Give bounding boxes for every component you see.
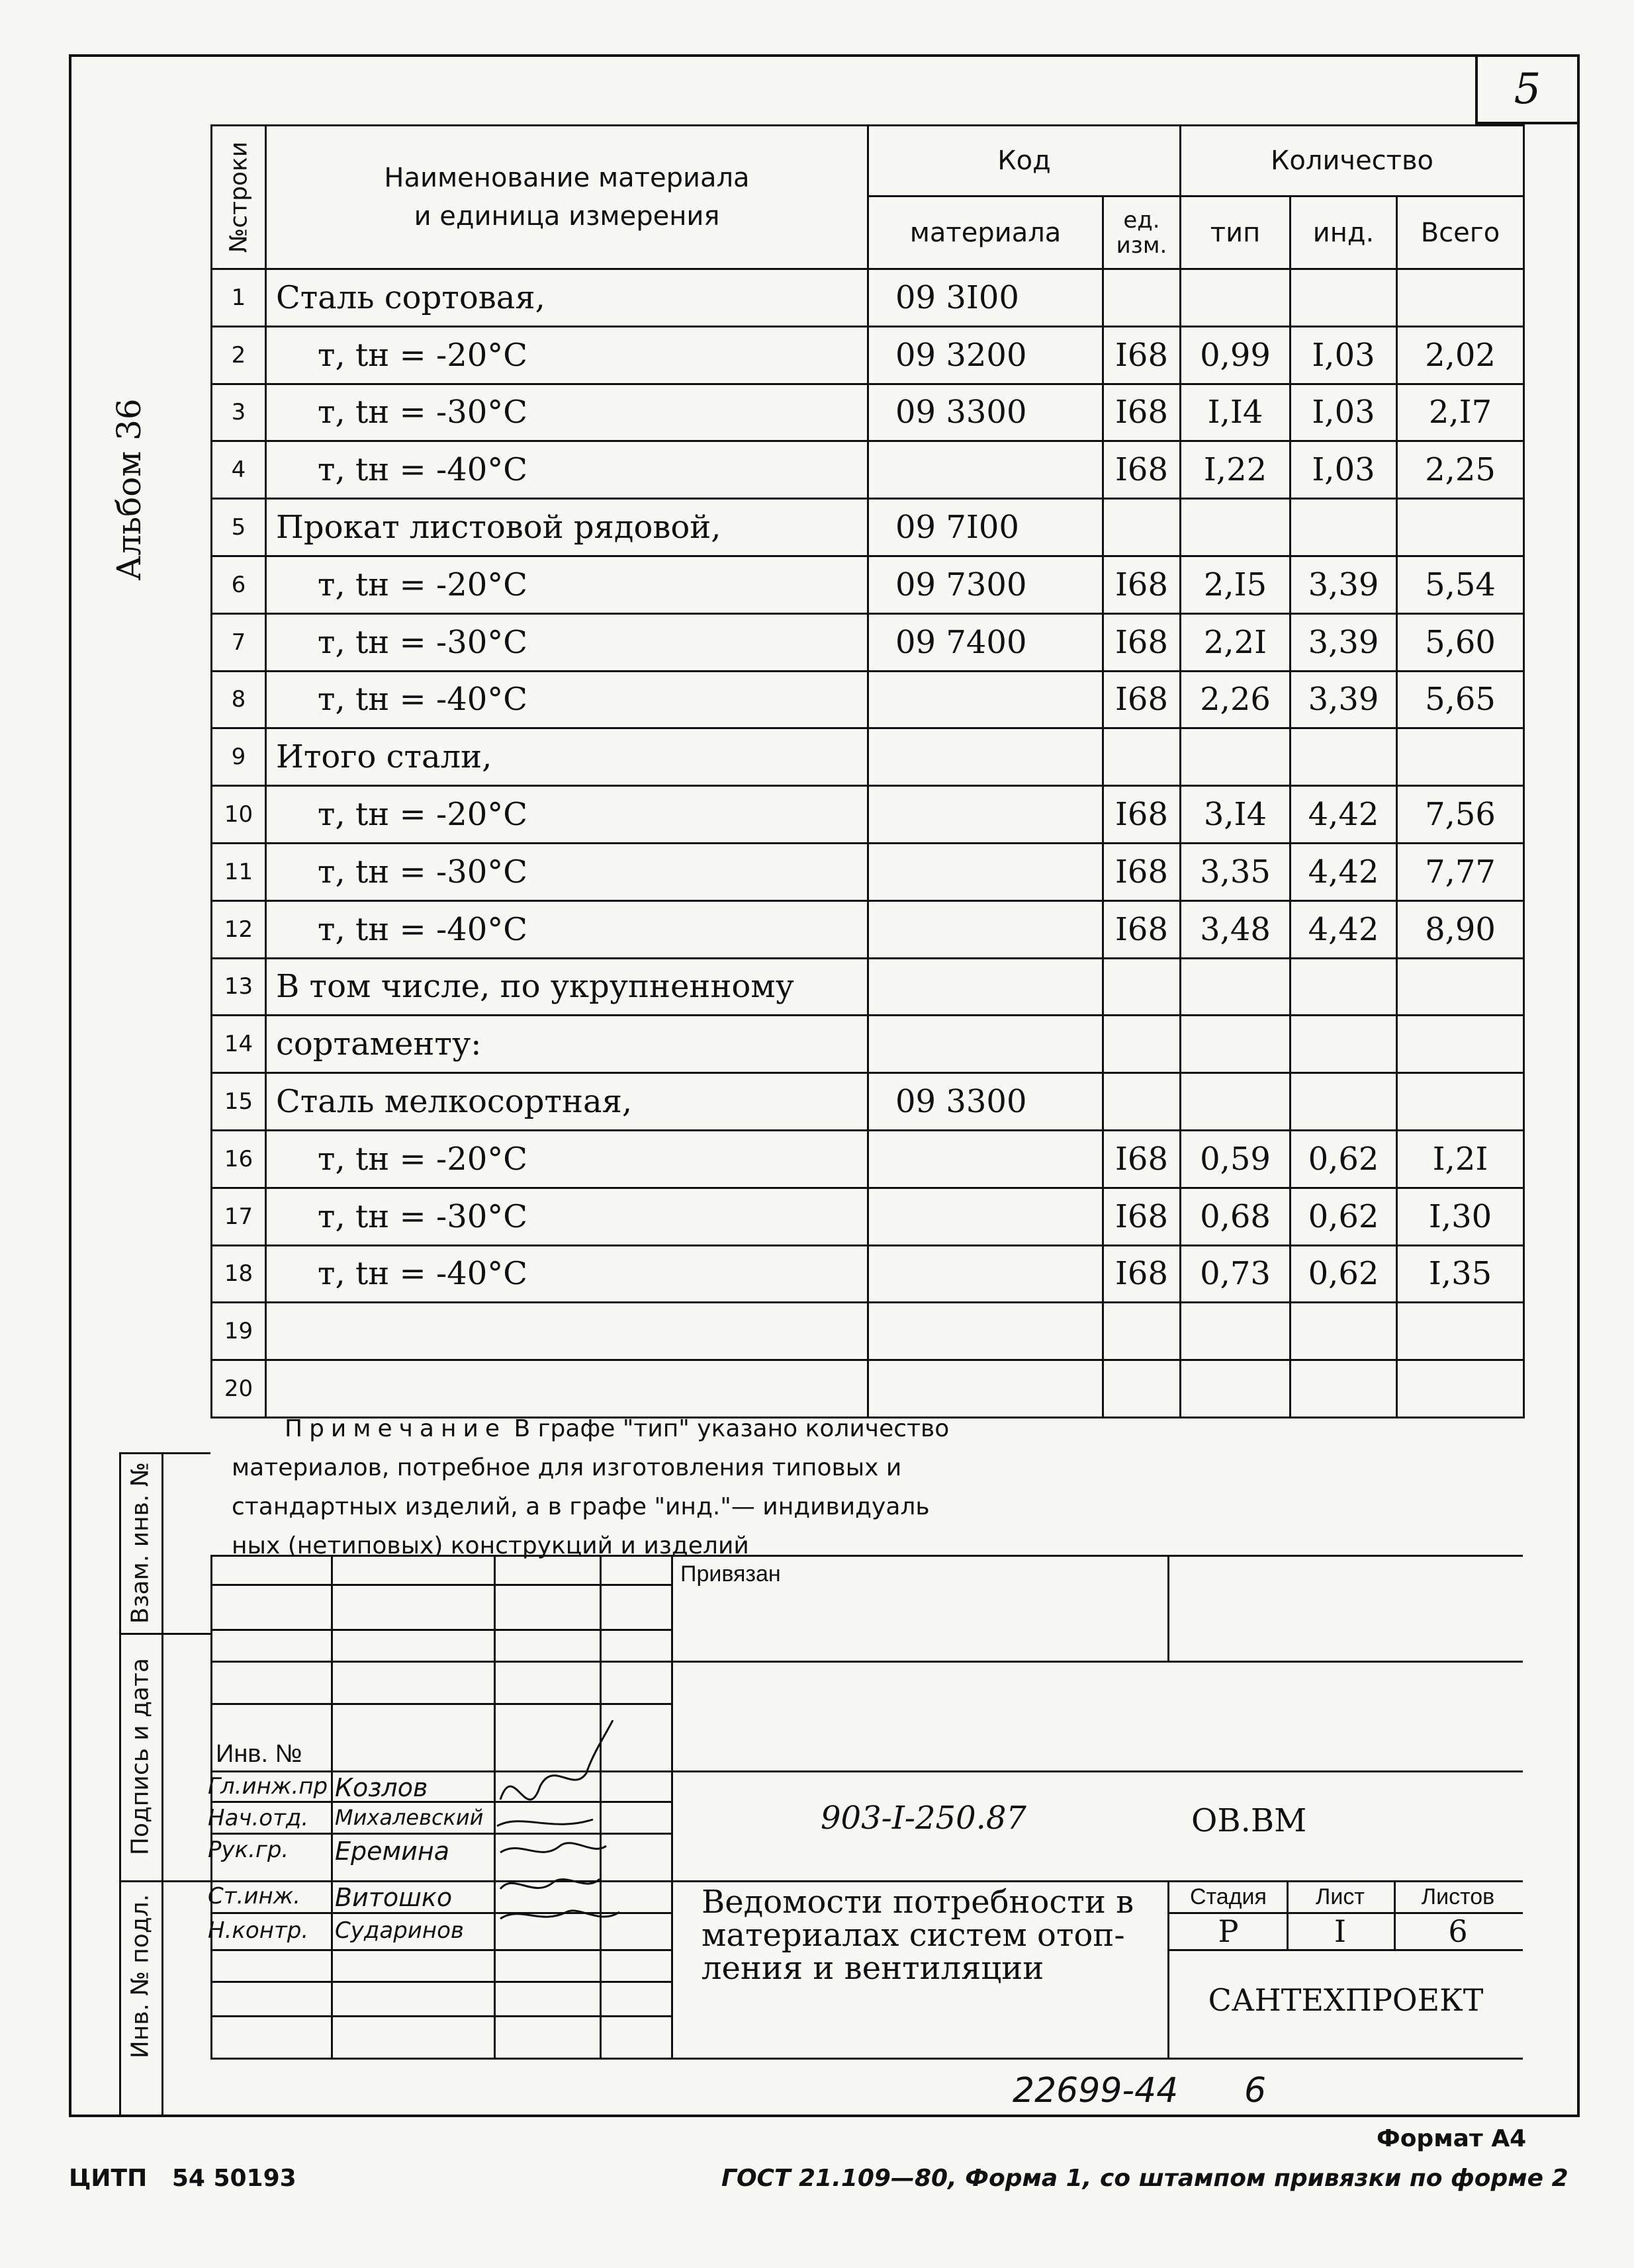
qty-ind: 0,62 [1291, 1245, 1397, 1303]
material-name: Прокат листовой рядовой, [266, 499, 868, 556]
note-title: Примечание [285, 1415, 507, 1442]
table-row [212, 441, 1524, 499]
table-row [212, 843, 1524, 900]
note-line4: ных (нетиповых) конструкций и изделий [232, 1532, 749, 1559]
stamp-sheets: 6 [1448, 1913, 1468, 1949]
material-code: 09 7I00 [868, 499, 1103, 556]
qty-type: 0,68 [1181, 1188, 1291, 1245]
qty-total [1397, 1073, 1524, 1131]
qty-ind: 4,42 [1291, 843, 1397, 900]
stamp-stage: Р [1218, 1913, 1239, 1949]
qty-total: I,30 [1397, 1188, 1524, 1245]
material-name: т, tн = -40°C [266, 671, 868, 728]
ref-number: 22699-44 [1013, 2071, 1179, 2111]
qty-ind: I,03 [1291, 441, 1397, 499]
qty-ind: 4,42 [1291, 900, 1397, 958]
row-number: 20 [212, 1360, 266, 1418]
qty-type [1181, 1303, 1291, 1360]
unit-code [1103, 958, 1181, 1016]
qty-type [1181, 499, 1291, 556]
qty-type: 0,73 [1181, 1245, 1291, 1303]
qty-type: 0,59 [1181, 1130, 1291, 1188]
footer-left: ЦИТП 54 50193 [69, 2165, 296, 2192]
qty-type [1181, 1073, 1291, 1131]
qty-total: 7,56 [1397, 786, 1524, 844]
unit-code: I68 [1103, 671, 1181, 728]
material-code: 09 7400 [868, 613, 1103, 671]
row-number: 7 [212, 613, 266, 671]
footer-right: ГОСТ 21.109—80, Форма 1, со штампом привязки по форме 2 [721, 2165, 1568, 2192]
stamp-title: Ведомости потребности в материалах систем отоп- ления и вентиляции [702, 1884, 1134, 1987]
table-row [212, 671, 1524, 728]
unit-code: I68 [1103, 843, 1181, 900]
stamp-line [1167, 1555, 1169, 1661]
qty-ind [1291, 269, 1397, 327]
table-row [212, 786, 1524, 844]
person-role: Гл.инж.пр [208, 1773, 328, 1800]
material-code [868, 843, 1103, 900]
row-number: 11 [212, 843, 266, 900]
qty-ind: 3,39 [1291, 613, 1397, 671]
stamp-line [210, 2058, 1523, 2060]
stamp-inv-no: Инв. № [216, 1740, 302, 1768]
row-number: 4 [212, 441, 266, 499]
row-number: 1 [212, 269, 266, 327]
stamp-stage-label: Стадия [1190, 1884, 1267, 1909]
material-code [868, 671, 1103, 728]
qty-type [1181, 1016, 1291, 1073]
material-name: сортаменту: [266, 1016, 868, 1073]
row-number: 14 [212, 1016, 266, 1073]
stamp-sheet-label: Лист [1316, 1884, 1365, 1909]
table-row [212, 1303, 1524, 1360]
qty-total: 5,54 [1397, 556, 1524, 613]
qty-ind: I,03 [1291, 384, 1397, 441]
unit-code: I68 [1103, 900, 1181, 958]
material-code [868, 1016, 1103, 1073]
row-number: 18 [212, 1245, 266, 1303]
stamp-line [210, 2015, 671, 2017]
margin-inv-podl: Инв. № подл. [126, 1894, 154, 2059]
qty-ind [1291, 1073, 1397, 1131]
unit-code: I68 [1103, 613, 1181, 671]
person-name: Витошко [335, 1883, 453, 1912]
qty-type [1181, 269, 1291, 327]
stamp-line [210, 1661, 1523, 1663]
material-code: 09 3I00 [868, 269, 1103, 327]
material-name: т, tн = -20°C [266, 326, 868, 384]
stamp-sheet: I [1334, 1913, 1347, 1949]
row-number: 15 [212, 1073, 266, 1131]
stamp-line [210, 1770, 1523, 1772]
qty-total [1397, 728, 1524, 786]
note-line3: стандартных изделий, а в графе "инд."— индивидуаль [232, 1493, 930, 1520]
material-name: т, tн = -30°C [266, 613, 868, 671]
table-row [212, 1188, 1524, 1245]
table-row [212, 1073, 1524, 1131]
qty-ind [1291, 1303, 1397, 1360]
qty-total [1397, 1016, 1524, 1073]
person-role: Рук.гр. [208, 1837, 289, 1863]
qty-ind [1291, 499, 1397, 556]
unit-code [1103, 1016, 1181, 1073]
material-name: т, tн = -20°C [266, 1130, 868, 1188]
unit-code: I68 [1103, 556, 1181, 613]
stamp-line [210, 1555, 1523, 1557]
qty-total: I,2I [1397, 1130, 1524, 1188]
unit-code: I68 [1103, 326, 1181, 384]
material-name: Итого стали, [266, 728, 868, 786]
unit-code [1103, 728, 1181, 786]
qty-total: 8,90 [1397, 900, 1524, 958]
qty-type [1181, 958, 1291, 1016]
row-number: 6 [212, 556, 266, 613]
header-row-number: №строки [212, 126, 266, 269]
qty-total: I,35 [1397, 1245, 1524, 1303]
qty-ind: 3,39 [1291, 671, 1397, 728]
header-quantity: Количество [1181, 126, 1524, 196]
row-number: 9 [212, 728, 266, 786]
stamp-line [210, 1629, 671, 1631]
material-name: т, tн = -30°C [266, 384, 868, 441]
qty-total [1397, 499, 1524, 556]
header-code: Код [868, 126, 1181, 196]
table-row [212, 1016, 1524, 1073]
stamp-line [210, 1981, 671, 1983]
unit-code: I68 [1103, 384, 1181, 441]
qty-total: 2,I7 [1397, 384, 1524, 441]
note [232, 1409, 1542, 1565]
material-name: Сталь мелкосортная, [266, 1073, 868, 1131]
stamp-line [1167, 1949, 1523, 1951]
qty-ind: I,03 [1291, 326, 1397, 384]
material-name [266, 1303, 868, 1360]
row-number: 10 [212, 786, 266, 844]
person-role: Н.контр. [208, 1917, 309, 1944]
stamp-privyazan: Привязан [680, 1561, 781, 1587]
row-number: 12 [212, 900, 266, 958]
unit-code [1103, 499, 1181, 556]
materials-table-body [212, 269, 1524, 1418]
unit-code: I68 [1103, 1130, 1181, 1188]
person-name: Еремина [335, 1837, 450, 1866]
format-label: Формат А4 [1377, 2125, 1527, 2152]
qty-ind: 4,42 [1291, 786, 1397, 844]
handwritten-signatures [494, 1720, 626, 1958]
qty-total: 5,65 [1397, 671, 1524, 728]
row-number: 5 [212, 499, 266, 556]
row-number: 8 [212, 671, 266, 728]
material-code: 09 3200 [868, 326, 1103, 384]
header-code-unit: ед. изм. [1103, 196, 1181, 269]
header-qty-type: тип [1181, 196, 1291, 269]
material-name: т, tн = -30°C [266, 1188, 868, 1245]
qty-total [1397, 1303, 1524, 1360]
material-code: 09 7300 [868, 556, 1103, 613]
qty-total [1397, 269, 1524, 327]
header-name: Наименование материала и единица измерения [266, 126, 868, 269]
table-row [212, 1130, 1524, 1188]
material-name: В том числе, по укрупненному [266, 958, 868, 1016]
row-number: 2 [212, 326, 266, 384]
qty-ind [1291, 958, 1397, 1016]
row-number: 13 [212, 958, 266, 1016]
qty-type: 3,48 [1181, 900, 1291, 958]
person-name: Сударинов [335, 1917, 464, 1944]
qty-total [1397, 958, 1524, 1016]
qty-type [1181, 728, 1291, 786]
ref-copy: 6 [1244, 2071, 1267, 2111]
material-code [868, 786, 1103, 844]
material-code: 09 3300 [868, 384, 1103, 441]
material-code [868, 1245, 1103, 1303]
material-code [868, 1130, 1103, 1188]
qty-type: I,I4 [1181, 384, 1291, 441]
qty-total: 2,25 [1397, 441, 1524, 499]
unit-code: I68 [1103, 441, 1181, 499]
qty-ind [1291, 728, 1397, 786]
material-name: т, tн = -30°C [266, 843, 868, 900]
qty-ind [1291, 1016, 1397, 1073]
unit-code: I68 [1103, 1188, 1181, 1245]
stamp-line [210, 1584, 671, 1586]
unit-code: I68 [1103, 786, 1181, 844]
unit-code: I68 [1103, 1245, 1181, 1303]
table-row [212, 728, 1524, 786]
table-row [212, 556, 1524, 613]
unit-code [1103, 1303, 1181, 1360]
material-name: т, tн = -40°C [266, 1245, 868, 1303]
material-name: т, tн = -20°C [266, 556, 868, 613]
person-role: Ст.инж. [208, 1883, 301, 1909]
qty-ind: 3,39 [1291, 556, 1397, 613]
material-code [868, 900, 1103, 958]
table-row [212, 384, 1524, 441]
qty-type: 0,99 [1181, 326, 1291, 384]
table-row [212, 1245, 1524, 1303]
margin-box-line [161, 1452, 163, 2117]
unit-code [1103, 1073, 1181, 1131]
header-qty-total: Всего [1397, 196, 1524, 269]
material-code [868, 441, 1103, 499]
header-qty-ind: инд. [1291, 196, 1397, 269]
material-name: т, tн = -20°C [266, 786, 868, 844]
person-role: Нач.отд. [208, 1805, 309, 1831]
stamp-doc-mark: ОВ.ВМ [1191, 1802, 1307, 1839]
qty-type: 3,35 [1181, 843, 1291, 900]
material-name: Сталь сортовая, [266, 269, 868, 327]
table-row [212, 900, 1524, 958]
material-code: 09 3300 [868, 1073, 1103, 1131]
qty-type: 3,I4 [1181, 786, 1291, 844]
note-line1: В графе "тип" указано количество [514, 1415, 950, 1442]
stamp-sheets-label: Листов [1421, 1884, 1495, 1909]
material-name: т, tн = -40°C [266, 900, 868, 958]
material-code [868, 958, 1103, 1016]
qty-ind: 0,62 [1291, 1188, 1397, 1245]
row-number: 16 [212, 1130, 266, 1188]
header-code-material: материала [868, 196, 1103, 269]
stamp-line [210, 1880, 1523, 1882]
qty-type: 2,26 [1181, 671, 1291, 728]
material-code [868, 728, 1103, 786]
note-line2: материалов, потребное для изготовления типовых и [232, 1454, 902, 1481]
row-number: 17 [212, 1188, 266, 1245]
row-number: 3 [212, 384, 266, 441]
table-row [212, 613, 1524, 671]
margin-podpis-data: Подпись и дата [126, 1657, 154, 1856]
stamp-line [1167, 1880, 1169, 2058]
qty-total: 7,77 [1397, 843, 1524, 900]
album-label: Альбом 36 [110, 398, 148, 581]
table-row [212, 326, 1524, 384]
stamp-org: САНТЕХПРОЕКТ [1208, 1982, 1484, 2018]
row-number: 19 [212, 1303, 266, 1360]
qty-ind: 0,62 [1291, 1130, 1397, 1188]
qty-total: 2,02 [1397, 326, 1524, 384]
table-row [212, 499, 1524, 556]
qty-type: I,22 [1181, 441, 1291, 499]
material-code [868, 1188, 1103, 1245]
margin-vzam-inv: Взам. инв. № [126, 1461, 154, 1624]
page-number: 5 [1514, 65, 1541, 114]
stamp-line [671, 1555, 673, 2058]
materials-table [210, 124, 1525, 1418]
stamp-line [210, 1703, 671, 1705]
qty-type: 2,2I [1181, 613, 1291, 671]
qty-total: 5,60 [1397, 613, 1524, 671]
stamp-doc-code: 903-I-250.87 [821, 1800, 1026, 1837]
person-name: Михалевский [335, 1805, 484, 1830]
unit-code [1103, 269, 1181, 327]
person-name: Козлов [335, 1773, 428, 1802]
qty-type: 2,I5 [1181, 556, 1291, 613]
material-code [868, 1303, 1103, 1360]
table-row [212, 958, 1524, 1016]
table-row [212, 269, 1524, 327]
material-name: т, tн = -40°C [266, 441, 868, 499]
